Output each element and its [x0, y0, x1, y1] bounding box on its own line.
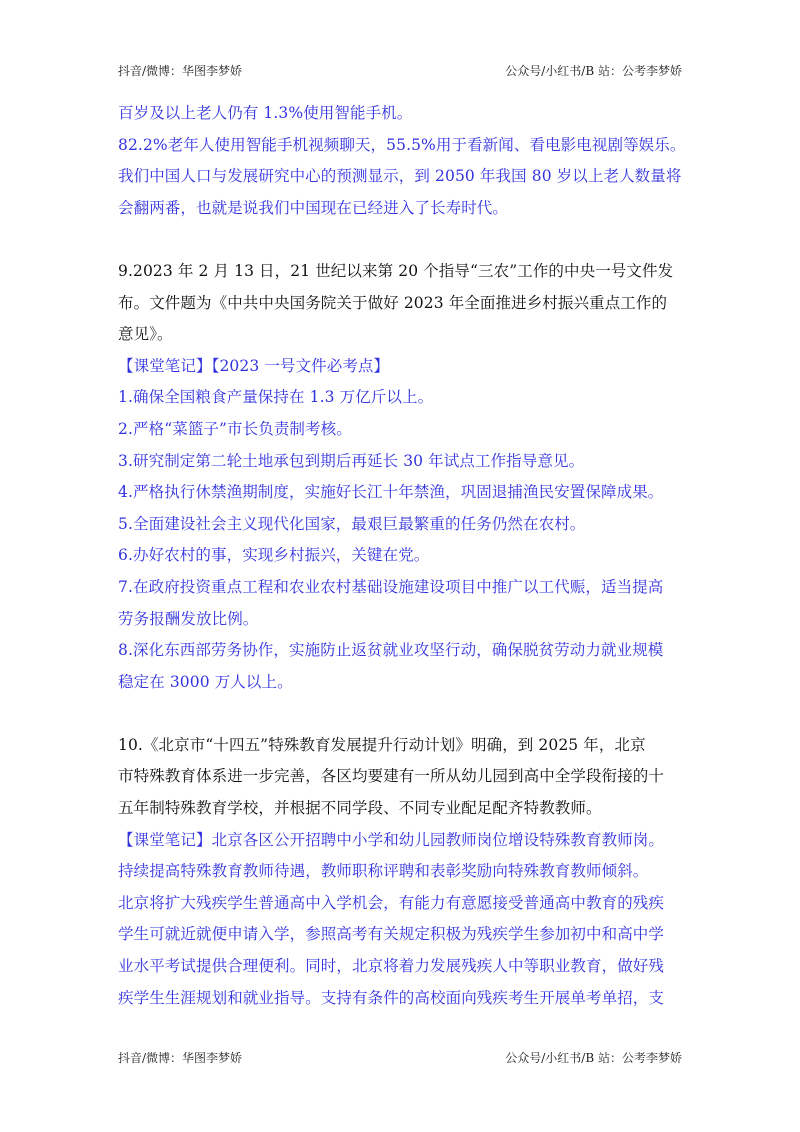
text-line: 8.深化东西部劳务协作，实施防止返贫就业攻坚行动，确保脱贫劳动力就业规模 — [118, 641, 664, 660]
text-line: 布。文件题为《中共中央国务院关于做好 2023 年全面推进乡村振兴重点工作的 — [118, 293, 668, 312]
text-line: 五年制特殊教育学校，并根据不同学段、不同专业配足配齐特教教师。 — [118, 799, 602, 818]
text-line: 北京将扩大残疾学生普通高中入学机会，有能力有意愿接受普通高中教育的残疾 — [118, 893, 665, 912]
item-10-class-notes — [118, 825, 684, 1015]
notes-heading: 【课堂笔记】【2023 一号文件必考点】 — [118, 356, 390, 375]
text-line: 【课堂笔记】北京各区公开招聘中小学和幼儿园教师岗位增设特殊教育教师岗。 — [118, 830, 665, 849]
text-line: 4.严格执行休禁渔期制度，实施好长江十年禁渔，巩固退捕渔民安置保障成果。 — [118, 483, 664, 502]
item-10-paragraph — [118, 730, 684, 825]
text-line: 3.研究制定第二轮土地承包到期后再延长 30 年试点工作指导意见。 — [118, 451, 585, 470]
item-9-class-notes — [118, 351, 684, 699]
paragraph-gap — [118, 698, 684, 730]
text-line: 持续提高特殊教育教师待遇，教师职称评聘和表彰奖励向特殊教育教师倾斜。 — [118, 862, 649, 881]
text-line: 5.全面建设社会主义现代化国家，最艰巨最繁重的任务仍然在农村。 — [118, 514, 586, 533]
item-9-paragraph — [118, 256, 684, 351]
header-left-text: 抖音/微博：华图李梦娇 — [118, 64, 243, 78]
page-header — [118, 62, 682, 79]
text-line: 稳定在 3000 万人以上。 — [118, 672, 293, 691]
text-line: 业水平考试提供合理便利。同时，北京将着力发展残疾人中等职业教育，做好残 — [118, 957, 665, 976]
text-line: 会翻两番，也就是说我们中国现在已经进入了长寿时代。 — [118, 198, 509, 217]
aging-stats-note — [118, 98, 684, 224]
text-line: 学生可就近就便申请入学，参照高考有关规定积极为残疾学生参加初中和高中学 — [118, 925, 665, 944]
text-line: 82.2%老年人使用智能手机视频聊天，55.5%用于看新闻、看电影电视剧等娱乐。 — [118, 135, 686, 154]
text-line: 市特殊教育体系进一步完善，各区均要建有一所从幼儿园到高中全学段衔接的十 — [118, 767, 665, 786]
header-right-text: 公众号/小红书/B 站：公考李梦娇 — [505, 64, 682, 78]
document-body — [118, 98, 684, 1014]
text-line: 7.在政府投资重点工程和农业农村基础设施建设项目中推广以工代赈，适当提高 — [118, 577, 664, 596]
text-line: 劳务报酬发放比例。 — [118, 609, 259, 628]
text-line: 我们中国人口与发展研究中心的预测显示，到 2050 年我国 80 岁以上老人数量将 — [118, 167, 682, 186]
footer-left-text: 抖音/微博：华图李梦娇 — [118, 1051, 243, 1065]
page-footer — [118, 1049, 682, 1066]
footer-right-text: 公众号/小红书/B 站：公考李梦娇 — [505, 1051, 682, 1065]
text-line: 2.严格“菜篮子”市长负责制考核。 — [118, 419, 352, 438]
text-line: 10.《北京市“十四五”特殊教育发展提升行动计划》明确，到 2025 年，北京 — [118, 735, 646, 754]
text-line: 1.确保全国粮食产量保持在 1.3 万亿斤以上。 — [118, 388, 434, 407]
text-line: 意见》。 — [118, 325, 173, 344]
text-line: 疾学生生涯规划和就业指导。支持有条件的高校面向残疾考生开展单考单招，支 — [118, 988, 665, 1007]
paragraph-gap — [118, 224, 684, 256]
text-line: 9.2023 年 2 月 13 日，21 世纪以来第 20 个指导“三农”工作的中央一号文件发 — [118, 261, 674, 280]
text-line: 百岁及以上老人仍有 1.3%使用智能手机。 — [118, 104, 413, 122]
text-line: 6.办好农村的事，实现乡村振兴，关键在党。 — [118, 546, 430, 565]
